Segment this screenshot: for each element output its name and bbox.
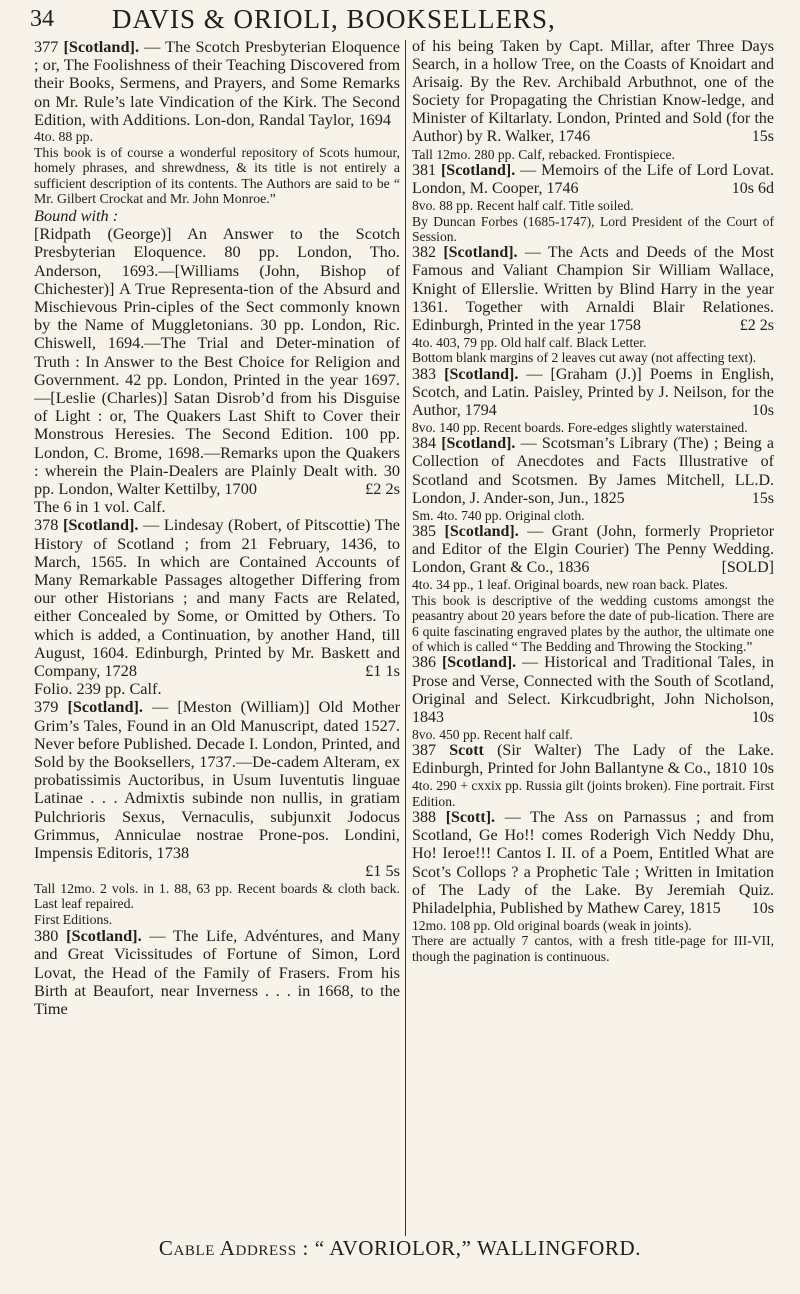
- entry-380: 380 [Scotland]. — The Life, Advéntures, and Many and Great Vicissitudes of Fortune of Simon, Lord Lovat, the Head of the Family of Frasers. From his Birth at Beaufort, near Inverness . . . in 1668, to the Time: [34, 926, 400, 1019]
- entry-377-format: 4to. 88 pp.: [34, 129, 94, 145]
- entry-380-format: Tall 12mo. 280 pp. Calf, rebacked. Frontispiece.: [412, 146, 675, 162]
- entry-377-note: This book is of course a wonderful repository of Scots humour, homely phrases, and shrewdness, & its title is not entirely a sufficient description of its contents. The Authors are said to be “ Mr. Gilbert Crockat and Mr. John Monroe.”: [34, 144, 400, 207]
- entry-388-format: 12mo. 108 pp. Old original boards (weak in joints).: [412, 917, 692, 933]
- entry-386-format: 8vo. 450 pp. Recent half calf.: [412, 726, 573, 742]
- right-column: [412, 38, 774, 1238]
- entry-377-bound-text: [Ridpath (George)] An Answer to the Scotch Presbyterian Eloquence. 80 pp. London, Tho. Anderson, 1693.—[Williams (John, Bishop of Chichester)] A True Representa-tion of the Absurd and Mischievous Prin-ciples of the Sect commonly known by the Name of Muggletonians. 30 pp. London, Ric. Chiswell, 1694.—The Trial and Deter-mination of Truth : In Answer to the Best Choice for Religion and Government. 42 pp. London, Printed in the year 1697.—[Leslie (Charles)] Satan Disrob’d from his Disguise of Light : or, The Quakers Last Shift to Cover their Monstrous Heresies. The Second Edition. 100 pp. London, C. Brome, 1698.—Remarks upon the Quakers : wherein the Plain-Dealers are Plainly Dealt with. 30 pp. London, Walter Kettilby, 1700 £2 2s: [34, 224, 400, 499]
- cable-address-value: “ AVORIOLOR,” WALLINGFORD.: [314, 1236, 642, 1260]
- entry-383-price: 10s: [751, 401, 774, 419]
- entry-379-tail: First Editions.: [34, 911, 113, 927]
- entry-382-format: 4to. 403, 79 pp. Old half calf. Black Letter.: [412, 334, 647, 350]
- entry-378: 378 [Scotland]. — Lindesay (Robert, of Pitscottie) The History of Scotland ; from 21 February, 1436, to March, 1565. In which are Contained Accounts of Many Remarkable Passages altogether Differing from our other Historians ; and many Facts are Related, either Concealed by Some, or Omitted by Others. To which is added, a Continuation, by another Hand, till August, 1604. Edinburgh, Printed by Mr. Baskett and Company, 1728 £1 1s: [34, 515, 400, 681]
- cable-address: [0, 1236, 800, 1261]
- entry-385-note: This book is descriptive of the wedding customs amongst the peasantry about 20 years before the date of pub-lication. There are 6 quite fascinating engraved plates by the author, the ultimate one of which is called “ The Bedding and Throwing the Stocking.”: [412, 592, 774, 655]
- entry-385: 385 [Scotland]. — Grant (John, formerly Proprietor and Editor of the Elgin Courier) The Penny Wedding. London, Grant & Co., 1836 [SOLD]: [412, 523, 774, 577]
- running-title: DAVIS & ORIOLI, BOOKSELLERS,: [112, 4, 556, 34]
- entry-377-tail: The 6 in 1 vol. Calf.: [34, 497, 166, 517]
- entry-379: 379 [Scotland]. — [Meston (William)] Old Mother Grim’s Tales, Found in an Old Manuscript, dated 1527. Never before Published. Decade I. London, Printed, and Sold by the Booksellers, 1737.—De-cadem Alteram, ex probatissimis Auctoribus, in Usum Iuventutis linguae Latinae . . . Admixtis subinde non nullis, in gratiam Pulchrioris Sexus, Vernaculis, subjunxit Jodocus Grimmus, Anniculae nostrae Prone-pos. Londini, Impensis Editoris, 1738: [34, 697, 400, 863]
- entry-381-format: 8vo. 88 pp. Recent half calf. Title soiled.: [412, 198, 634, 214]
- entry-381-note: By Duncan Forbes (1685-1747), Lord President of the Court of Session.: [412, 213, 774, 244]
- entry-380-continued: of his being Taken by Capt. Millar, after Three Days Search, in a hollow Tree, on the Coasts of Knoidart and Arisaig. By the Rev. Archibald Arbuthnot, one of the Society for Propagating the Christian Know-ledge, and Minister of Kiltarlaty. London, Printed and Sold (for the Author) by R. Walker, 1746 15s: [412, 38, 774, 146]
- entry-388-note: There are actually 7 cantos, with a fresh title-page for III-VII, though the pagination is continuous.: [412, 933, 774, 964]
- page-header: [30, 2, 786, 40]
- entry-377-price: £2 2s: [365, 479, 400, 499]
- entry-386: 386 [Scotland]. — Historical and Traditional Tales, in Prose and Verse, Connected with the South of Scotland, Original and Select. Kirkcudbright, John Nicholson, 1843 10s: [412, 654, 774, 726]
- entry-387-price: 10s: [751, 760, 774, 778]
- entry-385-price: [SOLD]: [721, 559, 774, 577]
- entry-386-price: 10s: [751, 708, 774, 726]
- entry-388-price: 10s: [751, 899, 774, 917]
- entry-388: 388 [Scott]. — The Ass on Parnassus ; and from Scotland, Ge Ho!! comes Roderigh Vich Neddy Dhu, Ho! Ieroe!!! Cantos I. II. of a Poem, Entitled What are Scot’s Collops ? a Prophetic Tale ; Written in Imitation of The Lady of the Lake. By Jeremiah Quiz. Philadelphia, Published by Mathew Carey, 1815 10s: [412, 809, 774, 917]
- entry-382-note: Bottom blank margins of 2 leaves cut away (not affecting text).: [412, 350, 757, 366]
- entry-387: 387 Scott (Sir Walter) The Lady of the Lake. Edinburgh, Printed for John Ballantyne & Co., 1810 10s: [412, 742, 774, 778]
- entry-383: 383 [Scotland]. — [Graham (J.)] Poems in English, Scotch, and Latin. Paisley, Printed by J. Neilson, for the Author, 1794 10s: [412, 365, 774, 419]
- entry-378-format: Folio. 239 pp. Calf.: [34, 679, 162, 699]
- page-number: 34: [30, 6, 54, 32]
- entry-382-price: £2 2s: [739, 316, 774, 334]
- cable-address-label: Cable Address :: [158, 1236, 309, 1260]
- entry-387-format: 4to. 290 + cxxix pp. Russia gilt (joints broken). Fine portrait. First Edition.: [412, 778, 774, 809]
- entry-377: 377 [Scotland]. — The Scotch Presbyterian Eloquence ; or, The Foolishness of their Teaching Discovered from their Books, Sermens, and Prayers, and Some Remarks on Mr. Rule’s late Vindication of the Kirk. The Second Edition, with Additions. Lon-don, Randal Taylor, 1694: [34, 38, 400, 129]
- entry-380-price: 15s: [751, 128, 774, 146]
- entry-384-price: 15s: [751, 489, 774, 507]
- entry-381-price: 10s 6d: [731, 180, 774, 198]
- entry-377-bound-label: Bound with :: [34, 205, 119, 225]
- left-column: [34, 38, 400, 1238]
- entry-384-format: Sm. 4to. 740 pp. Original cloth.: [412, 507, 585, 523]
- entry-385-format: 4to. 34 pp., 1 leaf. Original boards, new roan back. Plates.: [412, 577, 728, 593]
- entry-384: 384 [Scotland]. — Scotsman’s Library (The) ; Being a Collection of Anecdotes and Facts Illustrative of Scotland and Scotsmen. By James Mitchell, LL.D. London, J. Ander-son, Jun., 1825 15s: [412, 435, 774, 507]
- entry-383-format: 8vo. 140 pp. Recent boards. Fore-edges slightly waterstained.: [412, 419, 748, 435]
- entry-378-price: £1 1s: [365, 661, 400, 681]
- entry-379-price: £1 5s: [365, 861, 400, 881]
- column-divider: [405, 40, 406, 1236]
- entry-379-format: Tall 12mo. 2 vols. in 1. 88, 63 pp. Recent boards & cloth back. Last leaf repaired.: [34, 880, 400, 912]
- entry-382: 382 [Scotland]. — The Acts and Deeds of the Most Famous and Valiant Champion Sir William Wallace, Knight of Ellerslie. Written by Blind Harry in the year 1361. Together with Arnaldi Blair Relationes. Edinburgh, Printed in the year 1758 £2 2s: [412, 244, 774, 334]
- entry-381: 381 [Scotland]. — Memoirs of the Life of Lord Lovat. London, M. Cooper, 1746 10s 6d: [412, 161, 774, 198]
